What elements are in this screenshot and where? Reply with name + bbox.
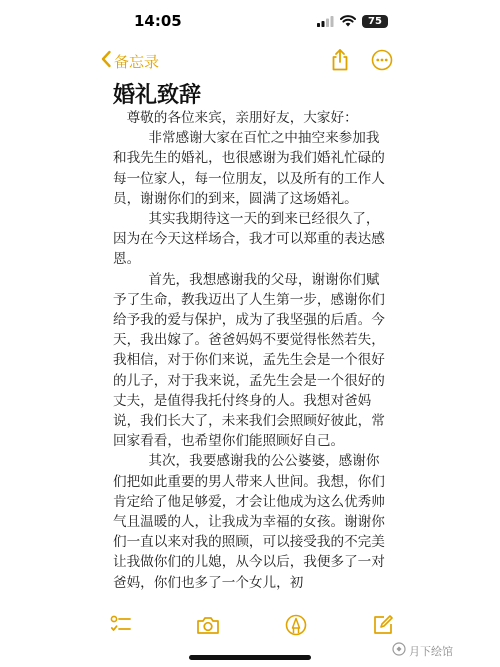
more-icon[interactable] (370, 48, 394, 72)
markup-icon[interactable] (283, 612, 309, 638)
watermark (392, 642, 453, 659)
status-icons (317, 12, 388, 31)
nav-bar (0, 42, 500, 76)
note-paragraph: 其次，我要感谢我的公公婆婆，感谢你们把如此重要的男人带来人世间。我想，你们肯定给了他足够爱，才会让他成为这么优秀帅气且温暖的人，让我成为幸福的女孩。谢谢你们一直以来对我的照顾，可以接受我的不完美让我做你们的儿媳，从今以后，我便多了一对爸妈，你们也多了一个女儿，初 (113, 453, 385, 591)
bottom-toolbar (0, 606, 500, 646)
share-icon[interactable] (328, 48, 352, 72)
note-paragraph: 尊敬的各位来宾，亲朋好友，大家好： (126, 110, 358, 126)
note-paragraph: 非常感谢大家在百忙之中抽空来参加我和我先生的婚礼，也很感谢为我们婚礼忙碌的每一位家人，每一位朋友，以及所有的工作人员，谢谢你们的到来，圆满了这场婚礼。 (113, 130, 385, 207)
note-title: 婚礼致辞 (113, 83, 202, 108)
wifi-icon (340, 12, 356, 31)
back-button[interactable] (100, 50, 159, 72)
camera-icon[interactable] (195, 612, 221, 638)
compose-icon[interactable] (370, 612, 396, 638)
signal-icon (317, 12, 334, 31)
status-time: 14:05 (134, 12, 182, 30)
battery-icon: 75 (362, 15, 388, 28)
back-label: 备忘录 (114, 52, 160, 71)
home-indicator (189, 655, 311, 660)
watermark-logo-icon (392, 642, 406, 659)
checklist-icon[interactable] (108, 612, 134, 638)
note-paragraph: 其实我期待这一天的到来已经很久了，因为在今天这样场合，我才可以郑重的表达感恩。 (113, 211, 385, 268)
note-body[interactable] (113, 108, 388, 593)
status-bar (0, 0, 500, 40)
watermark-text: 月下绘馆 (409, 644, 453, 658)
note-paragraph: 首先，我想感谢我的父母，谢谢你们赋予了生命，教我迈出了人生第一步，感谢你们给予我的爱与保护，成为了我坚强的后盾。今天，我出嫁了。爸爸妈妈不要觉得怅然若失，我相信，对于你们来说，孟先生会是一个很好的儿子，对于我来说，孟先生会是一个很好的丈夫，是值得我托付终身的人。我想对爸妈说，我们长大了，未来我们会照顾好彼此，常回家看看，也希望你们能照顾好自己。 (113, 271, 385, 450)
chevron-left-icon (100, 50, 112, 72)
